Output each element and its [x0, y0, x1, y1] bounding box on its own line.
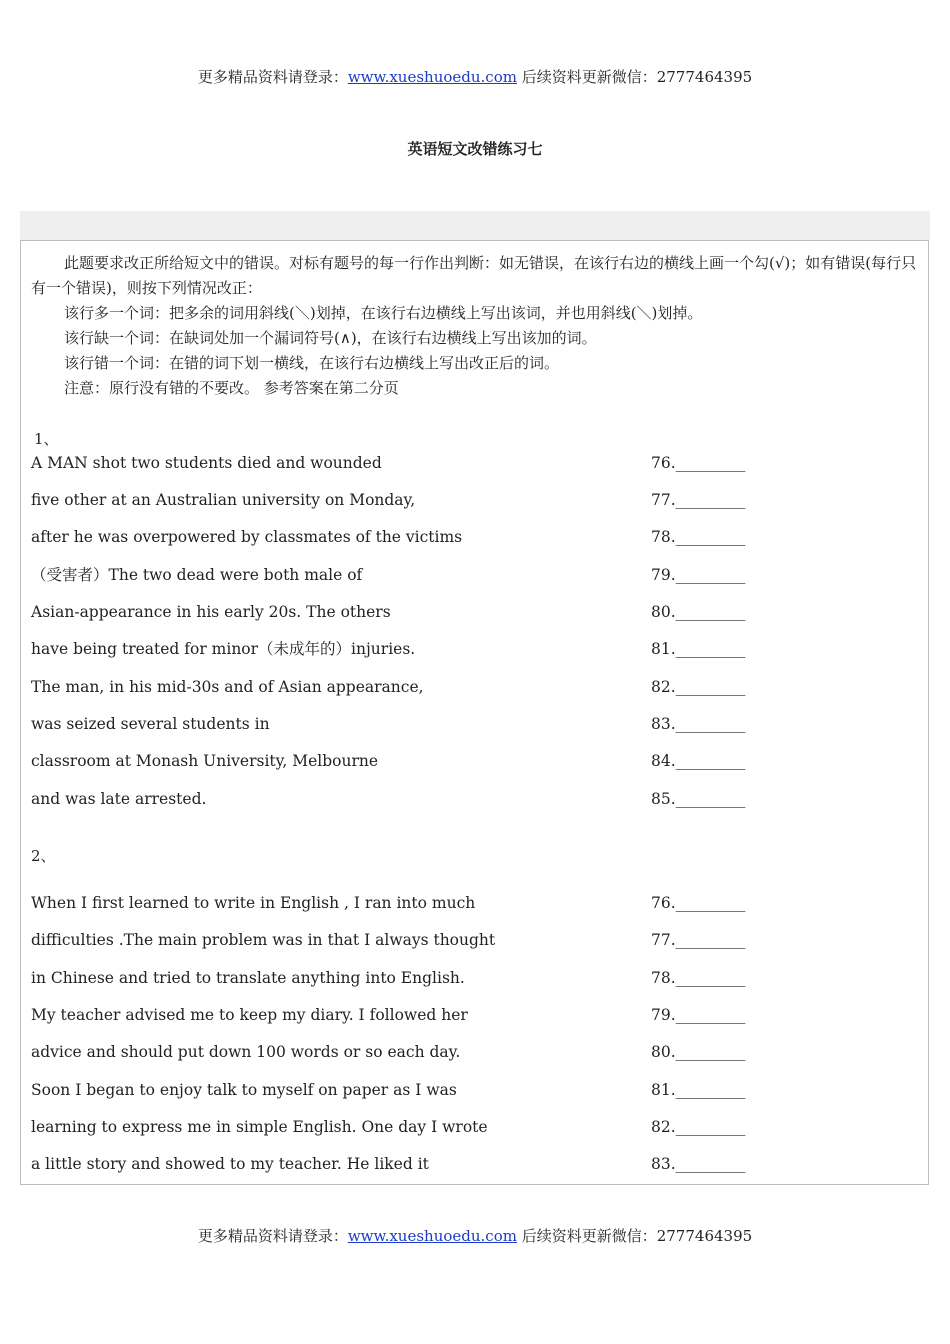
answer-blank: 80._________ [651, 1043, 746, 1061]
instructions [31, 251, 919, 401]
footer-suffix: 后续资料更新微信：2777464395 [516, 1227, 753, 1245]
line-text: and was late arrested. [31, 790, 207, 808]
line-text: five other at an Australian university on Monday, [31, 491, 416, 509]
line-text: My teacher advised me to keep my diary. I followed her [31, 1006, 468, 1024]
shaded-band [20, 211, 930, 240]
line-text: have being treated for minor（未成年的）injuries. [31, 640, 416, 658]
header-link[interactable]: www.xueshuoedu.com [347, 68, 517, 86]
line-text: advice and should put down 100 words or so each day. [31, 1043, 461, 1061]
section-1-label: 1、 [34, 430, 59, 448]
section-2-label: 2、 [31, 847, 56, 865]
exercise-line [31, 892, 911, 914]
page-footer [0, 1226, 950, 1246]
exercise-line [31, 601, 911, 623]
line-text: The man, in his mid-30s and of Asian appearance, [31, 678, 424, 696]
line-text: a little story and showed to my teacher. He liked it [31, 1155, 429, 1173]
answer-blank: 82._________ [651, 1118, 746, 1136]
line-text: Asian-appearance in his early 20s. The others [31, 603, 391, 621]
line-text: was seized several students in [31, 715, 270, 733]
exercise-line [31, 713, 911, 735]
answer-blank: 81._________ [651, 1081, 746, 1099]
instruction-line: 该行多一个词：把多余的词用斜线(＼)划掉，在该行右边横线上写出该词，并也用斜线(＼)划掉。 [64, 304, 703, 322]
exercise-line [31, 452, 911, 474]
exercise-line [31, 1153, 911, 1175]
line-text: in Chinese and tried to translate anything into English. [31, 969, 465, 987]
answer-blank: 85._________ [651, 790, 746, 808]
instruction-line: 注意：原行没有错的不要改。 参考答案在第二分页 [64, 379, 399, 397]
answer-blank: 76._________ [651, 454, 746, 472]
line-text: difficulties .The main problem was in that I always thought [31, 931, 496, 949]
answer-blank: 82._________ [651, 678, 746, 696]
exercise-line [31, 750, 911, 772]
exercise-line [31, 967, 911, 989]
footer-prefix: 更多精品资料请登录： [197, 1227, 348, 1245]
answer-blank: 78._________ [651, 528, 746, 546]
line-text: A MAN shot two students died and wounded [31, 454, 382, 472]
answer-blank: 76._________ [651, 894, 746, 912]
exercise-line [31, 1116, 911, 1138]
document-title: 英语短文改错练习七 [407, 140, 543, 158]
header-suffix: 后续资料更新微信：2777464395 [516, 68, 753, 86]
exercise-line [31, 676, 911, 698]
answer-blank: 84._________ [651, 752, 746, 770]
line-text: after he was overpowered by classmates of the victims [31, 528, 463, 546]
instruction-line: 该行错一个词：在错的词下划一横线，在该行右边横线上写出改正后的词。 [64, 354, 560, 372]
header-prefix: 更多精品资料请登录： [197, 68, 348, 86]
exercise-line [31, 1041, 911, 1063]
exercise-line [31, 1079, 911, 1101]
exercise-line [31, 638, 911, 660]
exercise-line [31, 788, 911, 810]
answer-blank: 77._________ [651, 491, 746, 509]
line-text: （受害者）The two dead were both male of [31, 566, 363, 584]
exercise-line [31, 564, 911, 586]
page-header [0, 67, 950, 87]
exercise-line [31, 1004, 911, 1026]
instruction-line: 此题要求改正所给短文中的错误。对标有题号的每一行作出判断：如无错误，在该行右边的横线上画一个勾(√)；如有错误(每行只有一个错误)，则按下列情况改正： [31, 254, 917, 297]
line-text: Soon I began to enjoy talk to myself on paper as I was [31, 1081, 457, 1099]
answer-blank: 79._________ [651, 1006, 746, 1024]
line-text: classroom at Monash University, Melbourne [31, 752, 379, 770]
footer-link[interactable]: www.xueshuoedu.com [347, 1227, 517, 1245]
exercise-line [31, 489, 911, 511]
line-text: When I first learned to write in English , I ran into much [31, 894, 476, 912]
answer-blank: 83._________ [651, 1155, 746, 1173]
answer-blank: 83._________ [651, 715, 746, 733]
answer-blank: 79._________ [651, 566, 746, 584]
exercise-line [31, 929, 911, 951]
instruction-line: 该行缺一个词：在缺词处加一个漏词符号(∧)，在该行右边横线上写出该加的词。 [64, 329, 597, 347]
answer-blank: 80._________ [651, 603, 746, 621]
line-text: learning to express me in simple English. One day I wrote [31, 1118, 488, 1136]
answer-blank: 81._________ [651, 640, 746, 658]
answer-blank: 78._________ [651, 969, 746, 987]
exercise-line [31, 526, 911, 548]
exercise-box [20, 240, 929, 1185]
answer-blank: 77._________ [651, 931, 746, 949]
